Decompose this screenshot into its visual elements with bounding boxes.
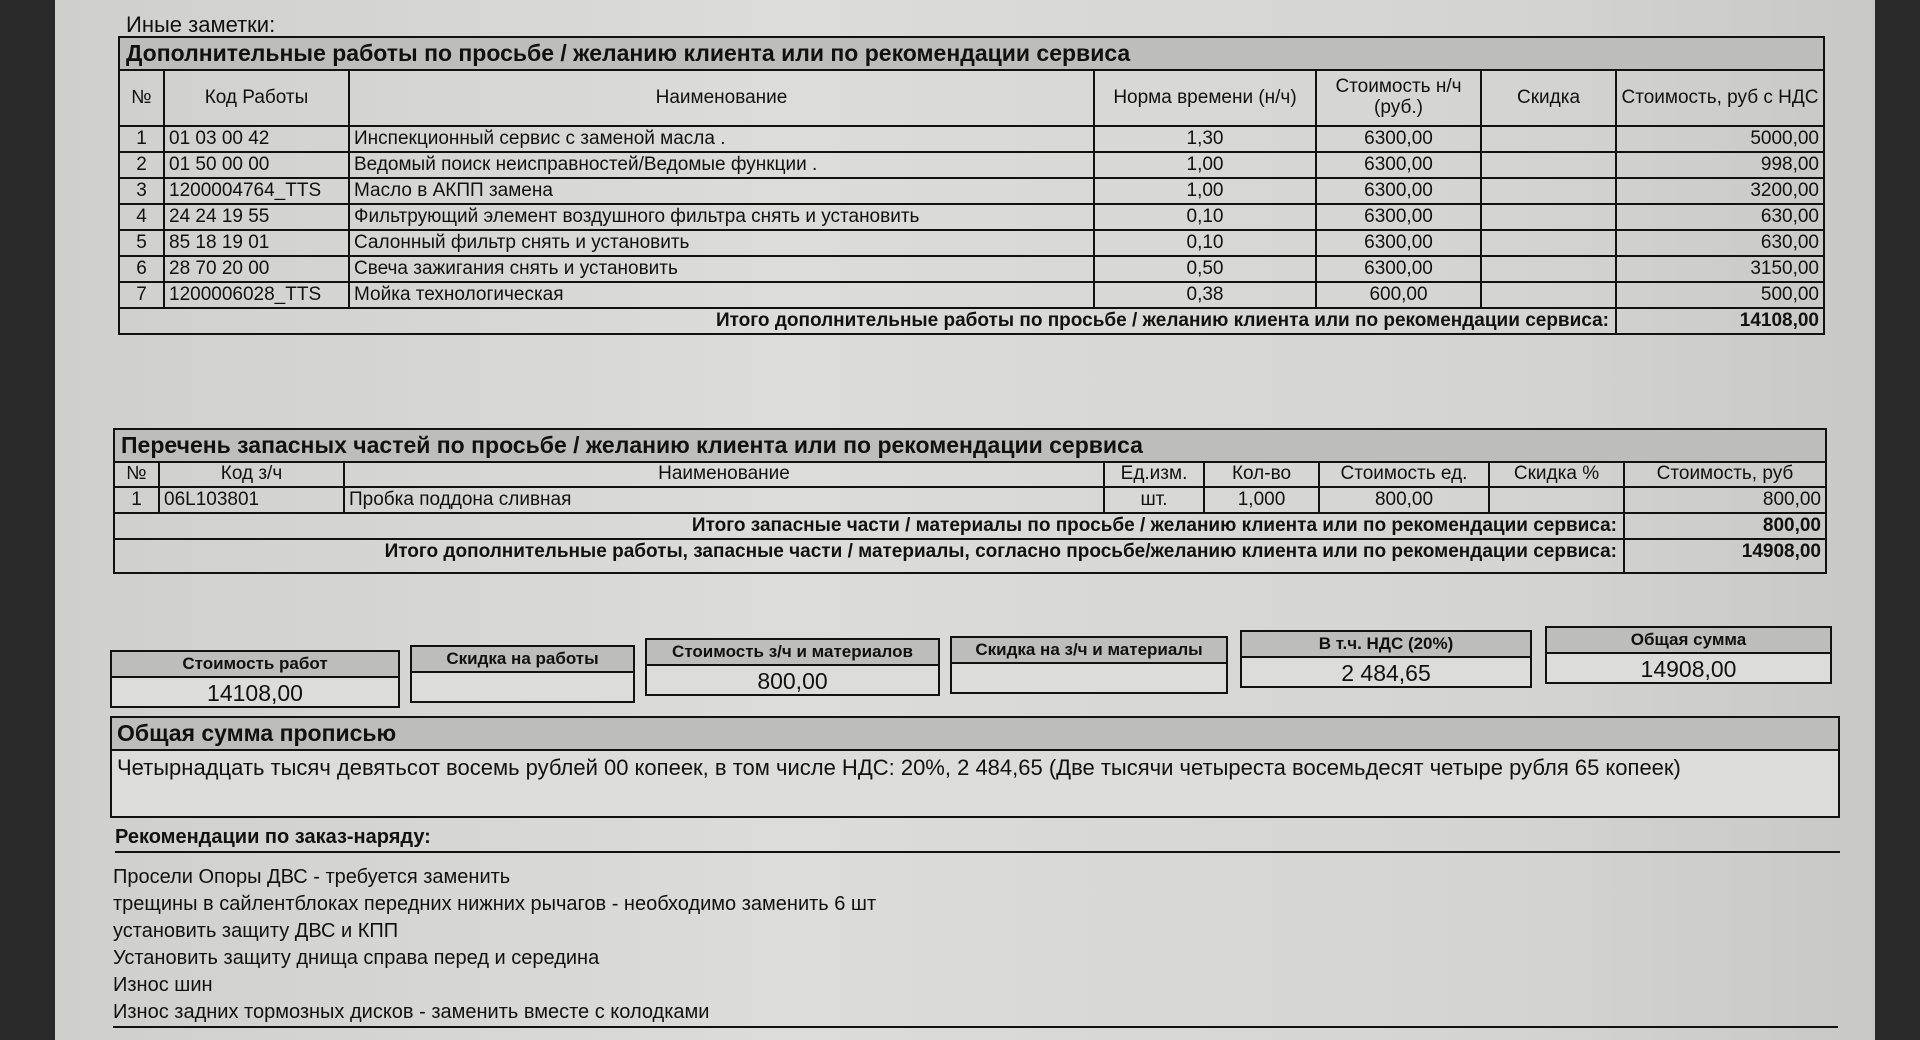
work-discount (1481, 126, 1616, 152)
summary-value: 2 484,65 (1341, 660, 1431, 686)
work-discount (1481, 152, 1616, 178)
work-cost: 3150,00 (1616, 256, 1824, 282)
work-discount (1481, 204, 1616, 230)
work-hours: 1,30 (1094, 126, 1316, 152)
work-rate: 6300,00 (1316, 152, 1481, 178)
summary-value: 14108,00 (207, 680, 303, 706)
summary-value: 800,00 (757, 668, 828, 694)
row-number: 1 (119, 126, 164, 152)
work-hours: 0,10 (1094, 230, 1316, 256)
summary-label: Общая сумма (1547, 628, 1830, 654)
works-total-label: Итого дополнительные работы по просьбе / желанию клиента или по рекомендации сервиса: (119, 308, 1616, 334)
work-name: Инспекционный сервис с заменой масла . (349, 126, 1094, 152)
work-cost: 998,00 (1616, 152, 1824, 178)
col-header: Стоимость н/ч (руб.) (1316, 70, 1481, 126)
summary-value: 14908,00 (1640, 656, 1737, 682)
summary-box (645, 638, 940, 696)
work-hours: 0,38 (1094, 282, 1316, 308)
parts-title: Перечень запасных частей по просьбе / желанию клиента или по рекомендации сервиса (114, 429, 1826, 462)
part-name: Пробка поддона сливная (344, 487, 1104, 513)
work-cost: 500,00 (1616, 282, 1824, 308)
recommendation-item: установить защиту ДВС и КПП (113, 920, 399, 942)
works-table-wrap (118, 36, 1825, 335)
summary-label: Стоимость работ (112, 652, 398, 678)
summary-box (1240, 630, 1532, 688)
recommendation-item: трещины в сайлентблоках передних нижних рычагов - необходимо заменить 6 шт (113, 893, 877, 915)
col-header: Код Работы (164, 70, 349, 126)
work-hours: 0,50 (1094, 256, 1316, 282)
work-cost: 630,00 (1616, 230, 1824, 256)
table-row (119, 256, 1824, 282)
work-cost: 5000,00 (1616, 126, 1824, 152)
table-row (119, 204, 1824, 230)
summary-box (1545, 626, 1832, 684)
parts-table (113, 428, 1827, 574)
recommendations-list (113, 864, 1838, 1028)
work-cost: 3200,00 (1616, 178, 1824, 204)
col-header: Ед.изм. (1104, 462, 1204, 487)
work-discount (1481, 178, 1616, 204)
work-code: 01 50 00 00 (164, 152, 349, 178)
work-hours: 1,00 (1094, 178, 1316, 204)
work-rate: 6300,00 (1316, 204, 1481, 230)
col-header: Стоимость, руб с НДС (1616, 70, 1824, 126)
table-row (119, 152, 1824, 178)
col-header: Наименование (344, 462, 1104, 487)
work-discount (1481, 282, 1616, 308)
amount-in-words-box (110, 716, 1840, 818)
work-name: Масло в АКПП замена (349, 178, 1094, 204)
work-name: Салонный фильтр снять и установить (349, 230, 1094, 256)
work-code: 24 24 19 55 (164, 204, 349, 230)
work-name: Свеча зажигания снять и установить (349, 256, 1094, 282)
row-number: 5 (119, 230, 164, 256)
summary-box (410, 645, 635, 703)
work-discount (1481, 256, 1616, 282)
part-code: 06L103801 (159, 487, 344, 513)
summary-label: Стоимость з/ч и материалов (647, 640, 938, 666)
recommendation-item: Износ шин (113, 974, 213, 996)
work-name: Фильтрующий элемент воздушного фильтра снять и установить (349, 204, 1094, 230)
part-discount (1489, 487, 1624, 513)
work-rate: 6300,00 (1316, 256, 1481, 282)
part-unit: шт. (1104, 487, 1204, 513)
work-rate: 6300,00 (1316, 178, 1481, 204)
work-code: 01 03 00 42 (164, 126, 349, 152)
part-price: 800,00 (1319, 487, 1489, 513)
amount-in-words-label: Общая сумма прописью (112, 718, 1838, 751)
work-rate: 6300,00 (1316, 230, 1481, 256)
col-header: Скидка (1481, 70, 1616, 126)
works-total: 14108,00 (1616, 308, 1824, 334)
work-code: 1200004764_TTS (164, 178, 349, 204)
table-row (114, 487, 1826, 513)
row-number: 4 (119, 204, 164, 230)
col-header: Кол-во (1204, 462, 1319, 487)
summary-box (110, 650, 400, 708)
recommendation-item: Установить защиту днища справа перед и середина (113, 947, 600, 969)
grand-total: 14908,00 (1624, 539, 1826, 573)
other-notes-label: Иные заметки: (126, 12, 276, 37)
work-rate: 600,00 (1316, 282, 1481, 308)
col-header: № (114, 462, 159, 487)
table-row (119, 126, 1824, 152)
recommendations-label: Рекомендации по заказ-наряду: (115, 826, 1840, 853)
summary-label: Скидка на работы (412, 647, 633, 673)
summary-box (950, 636, 1228, 694)
work-hours: 0,10 (1094, 204, 1316, 230)
work-cost: 630,00 (1616, 204, 1824, 230)
works-table (118, 36, 1825, 335)
work-code: 85 18 19 01 (164, 230, 349, 256)
col-header: Наименование (349, 70, 1094, 126)
work-name: Ведомый поиск неисправностей/Ведомые функции . (349, 152, 1094, 178)
row-number: 1 (114, 487, 159, 513)
row-number: 7 (119, 282, 164, 308)
parts-table-wrap (113, 428, 1827, 574)
col-header: Стоимость, руб (1624, 462, 1826, 487)
works-title: Дополнительные работы по просьбе / желанию клиента или по рекомендации сервиса (119, 37, 1824, 70)
summary-label: Скидка на з/ч и материалы (952, 638, 1226, 664)
table-row (119, 282, 1824, 308)
work-discount (1481, 230, 1616, 256)
work-rate: 6300,00 (1316, 126, 1481, 152)
col-header: Код з/ч (159, 462, 344, 487)
col-header: Норма времени (н/ч) (1094, 70, 1316, 126)
work-code: 1200006028_TTS (164, 282, 349, 308)
recommendation-item: Просели Опоры ДВС - требуется заменить (113, 866, 511, 888)
amount-in-words-text: Четырнадцать тысяч девятьсот восемь рублей 00 копеек, в том числе НДС: 20%, 2 484,65 (Две тысячи четыреста восемьдесят четыре рубля 65 копеек) (117, 755, 1681, 780)
table-row (119, 178, 1824, 204)
work-code: 28 70 20 00 (164, 256, 349, 282)
parts-total-label: Итого запасные части / материалы по просьбе / желанию клиента или по рекомендации сервиса: (114, 513, 1624, 539)
part-qty: 1,000 (1204, 487, 1319, 513)
work-hours: 1,00 (1094, 152, 1316, 178)
part-cost: 800,00 (1624, 487, 1826, 513)
parts-total: 800,00 (1624, 513, 1826, 539)
work-name: Мойка технологическая (349, 282, 1094, 308)
col-header: Скидка % (1489, 462, 1624, 487)
summary-value (952, 664, 1226, 668)
col-header: № (119, 70, 164, 126)
recommendation-item: Износ задних тормозных дисков - заменить вместе с колодками (113, 1001, 710, 1023)
row-number: 2 (119, 152, 164, 178)
summary-value (412, 673, 633, 677)
col-header: Стоимость ед. (1319, 462, 1489, 487)
grand-total-label: Итого дополнительные работы, запасные части / материалы, согласно просьбе/желанию клиента или по рекомендации сервиса: (114, 539, 1624, 573)
row-number: 6 (119, 256, 164, 282)
summary-label: В т.ч. НДС (20%) (1242, 632, 1530, 658)
table-row (119, 230, 1824, 256)
row-number: 3 (119, 178, 164, 204)
